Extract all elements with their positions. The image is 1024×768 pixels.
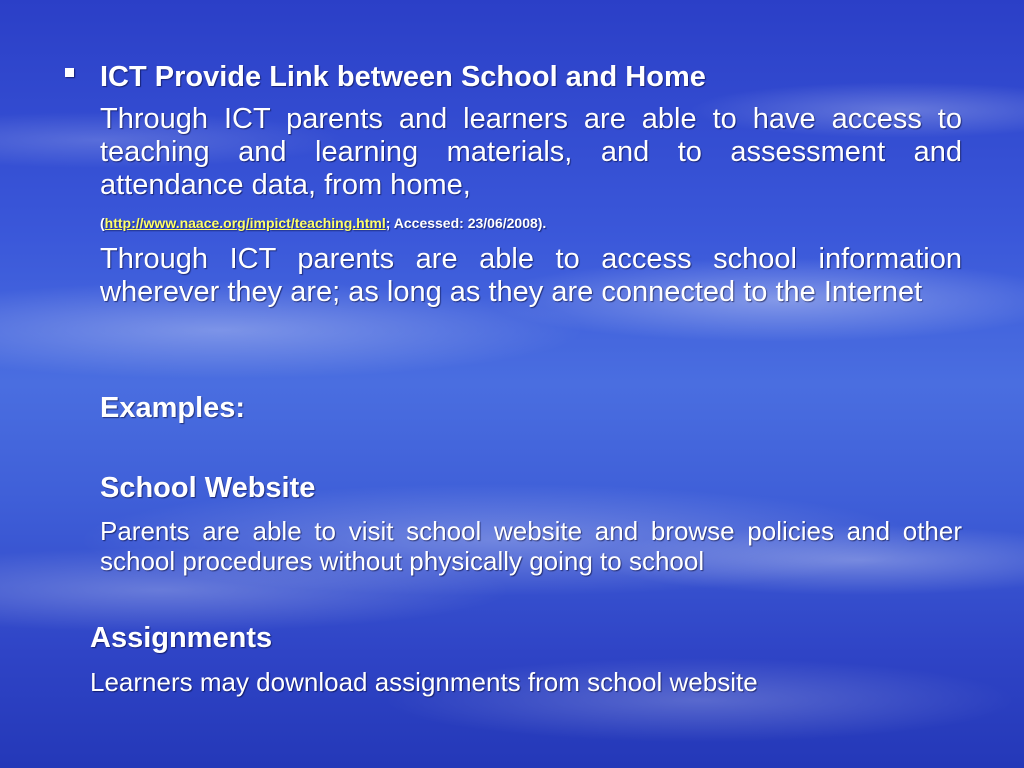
- school-website-text: Parents are able to visit school website and browse policies and other school procedures without physically going to school: [100, 516, 962, 576]
- citation: [100, 214, 962, 232]
- assignments-heading: Assignments: [90, 622, 273, 654]
- paragraph-access-school-info: Through ICT parents are able to access school information wherever they are; as long as they are connected to the Internet: [100, 243, 962, 308]
- citation-open: (: [100, 215, 105, 231]
- bullet-heading: ICT Provide Link between School and Home: [100, 61, 706, 93]
- paragraph-access-materials: Through ICT parents and learners are able to have access to teaching and learning materials, and to assessment and attendance data, from home,: [100, 103, 962, 201]
- assignments-text: Learners may download assignments from school website: [90, 667, 758, 697]
- citation-link[interactable]: http://www.naace.org/impict/teaching.html: [104, 215, 386, 231]
- school-website-heading: School Website: [100, 472, 316, 504]
- citation-rest: ; Accessed: 23/06/2008).: [385, 215, 547, 231]
- examples-heading: Examples:: [100, 392, 246, 424]
- bullet-square-icon: [65, 68, 74, 77]
